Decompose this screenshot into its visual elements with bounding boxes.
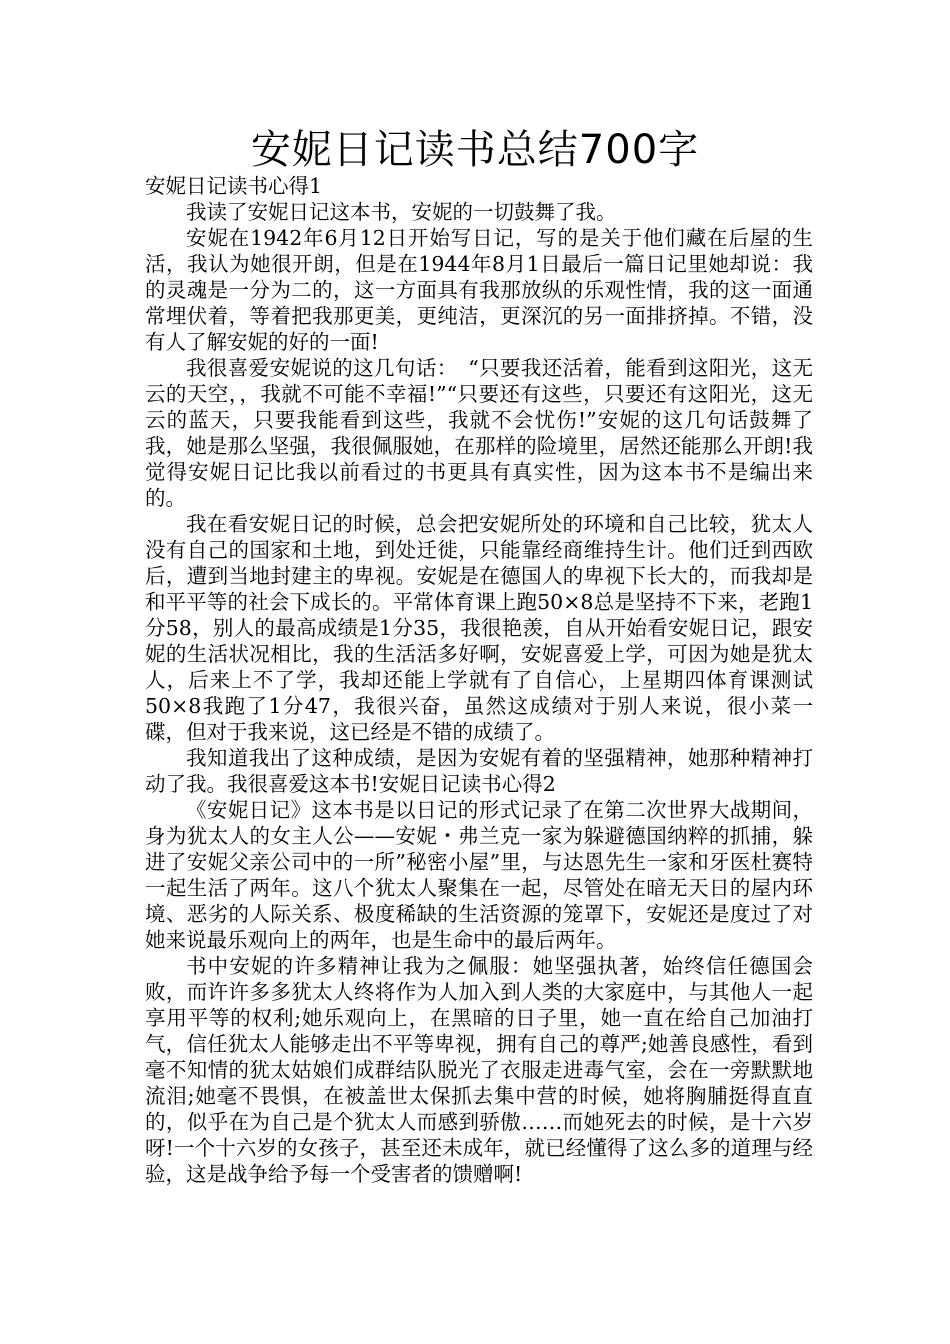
paragraph-5: 我知道我出了这种成绩，是因为安妮有着的坚强精神，她那种精神打动了我。我很喜爱这本书!安妮日记读书心得2 (145, 746, 813, 796)
document-title: 安妮日记读书总结700字 (250, 127, 700, 173)
section-heading: 安妮日记读书心得1 (145, 174, 323, 198)
paragraph-7: 书中安妮的许多精神让我为之佩服：她坚强执著，始终信任德国会败，而许许多多犹太人终将作为人加入到人类的大家庭中，与其他人一起享用平等的权利;她乐观向上，在黑暗的日子里，她一直在给自己加油打气，信任犹太人能够走出不平等卑视，拥有自己的尊严;她善良感性，看到毫不知情的犹太姑娘们成群结队脱光了衣服走进毒气室，会在一旁默默地流泪;她毫不畏惧，在被盖世太保抓去集中营的时候，她将胸脯挺得直直的，似乎在为自己是个犹太人而感到骄傲……而她死去的时候，是十六岁呀!一个十六岁的女孩子，甚至还未成年，就已经懂得了这么多的道理与经验，这是战争给予每一个受害者的馈赠啊! (145, 954, 813, 1186)
paragraph-3: 我很喜爱安妮说的这几句话： “只要我还活着，能看到这阳光，这无云的天空，，我就不可能不幸福!”“只要还有这些，只要还有这阳光，这无云的蓝天，只要我能看到这些，我就不会忧伤!”安妮的这几句话鼓舞了我，她是那么坚强，我很佩服她，在那样的险境里，居然还能那么开朗!我觉得安妮日记比我以前看过的书更具有真实性，因为这本书不是编出来的。 (145, 356, 813, 510)
paragraph-4: 我在看安妮日记的时候，总会把安妮所处的环境和自己比较，犹太人没有自己的国家和土地，到处迁徙，只能靠经商维持生计。他们迁到西欧后，遭到当地封建主的卑视。安妮是在德国人的卑视下长大的，而我却是和平平等的社会下成长的。平常体育课上跑50×8总是坚持不下来，老跑1分58，别人的最高成绩是1分35，我很艳羡，自从开始看安妮日记，跟安妮的生活状况相比，我的生活活多好啊，安妮喜爱上学，可因为她是犹太人，后来上不了学，我却还能上学就有了自信心，上星期四体育课测试50×8我跑了1分47，我很兴奋，虽然这成绩对于别人来说，很小菜一碟，但对于我来说，这已经是不错的成绩了。 (145, 512, 813, 744)
paragraph-6: 《安妮日记》这本书是以日记的形式记录了在第二次世界大战期间，身为犹太人的女主人公——安妮・弗兰克一家为躲避德国纳粹的抓捕，躲进了安妮父亲公司中的一所”秘密小屋”里，与达恩先生一家和牙医杜赛特一起生活了两年。这八个犹太人聚集在一起，尽管处在暗无天日的屋内环境、恶劣的人际关系、极度稀缺的生活资源的笼罩下，安妮还是度过了对她来说最乐观向上的两年，也是生命中的最后两年。 (145, 798, 813, 952)
paragraph-2: 安妮在1942年6月12日开始写日记，写的是关于他们藏在后屋的生活，我认为她很开朗，但是在1944年8月1日最后一篇日记里她却说：我的灵魂是一分为二的，这一方面具有我那放纵的乐观性情，我的这一面通常埋伏着，等着把我那更美，更纯洁，更深沉的另一面排挤掉。不错，没有人了解安妮的好的一面! (145, 226, 813, 354)
paragraph-1: 我读了安妮日记这本书，安妮的一切鼓舞了我。 (186, 200, 617, 224)
document-body (145, 173, 813, 1187)
